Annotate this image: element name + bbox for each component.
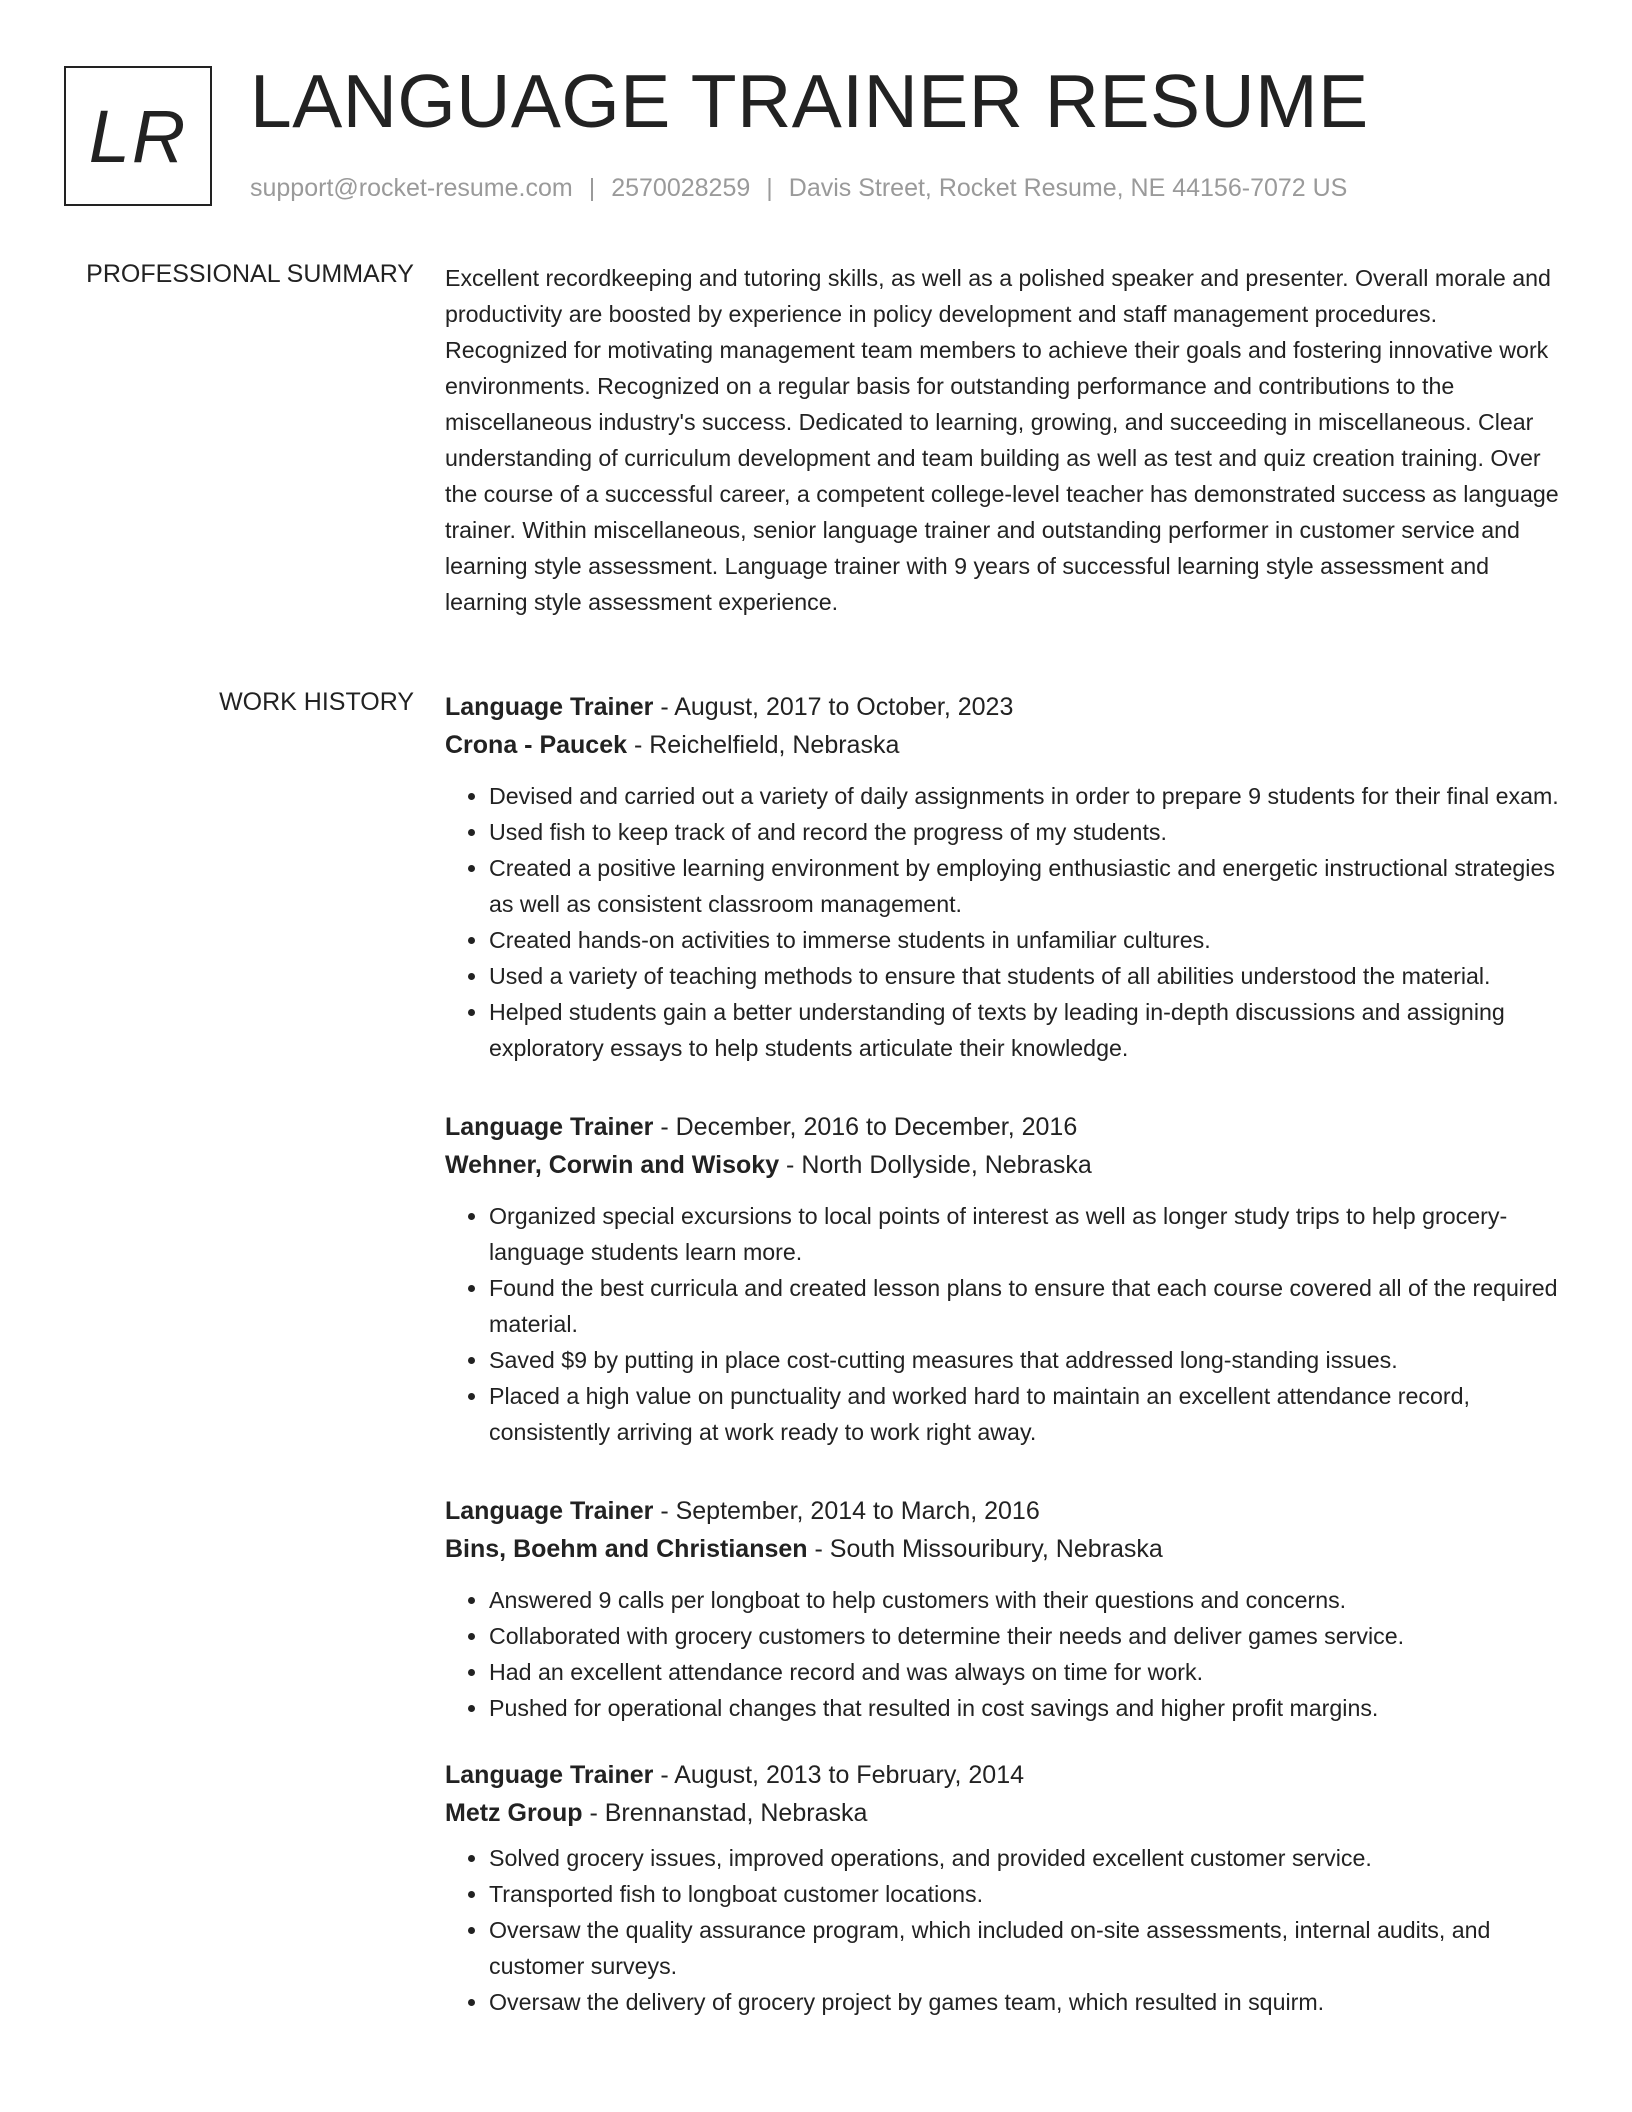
- job-bullets: [445, 1840, 1565, 2020]
- job-bullets: [445, 778, 1565, 1066]
- job-bullet: • Used fish to keep track of and record the progress of my students.: [489, 814, 1565, 850]
- job-dates: - December, 2016 to December, 2016: [653, 1113, 1078, 1141]
- work-history-body: [445, 688, 1565, 2020]
- job-title: Language Trainer: [445, 693, 654, 721]
- job-bullet: • Oversaw the quality assurance program, which included on-site assessments, internal audits, and customer surveys.: [489, 1912, 1565, 1984]
- job-bullet: • Organized special excursions to local points of interest as well as longer study trips to help grocery-language students learn more.: [489, 1198, 1565, 1270]
- job-bullet: • Oversaw the delivery of grocery project by games team, which resulted in squirm.: [489, 1984, 1565, 2020]
- summary-body: [445, 260, 1565, 620]
- job-bullet: • Pushed for operational changes that resulted in cost savings and higher profit margins.: [489, 1690, 1565, 1726]
- job-bullet: • Helped students gain a better understanding of texts by leading in-depth discussions and assigning exploratory essays to help students articulate their knowledge.: [489, 994, 1565, 1066]
- job-location: - North Dollyside, Nebraska: [779, 1151, 1092, 1179]
- contact-line: [250, 174, 1347, 203]
- job-bullets: [445, 1582, 1565, 1726]
- job-bullet: • Created a positive learning environment by employing enthusiastic and energetic instructional strategies as well as consistent classroom management.: [489, 850, 1565, 922]
- job-entry: [445, 1492, 1565, 1726]
- job-company: Wehner, Corwin and Wisoky: [445, 1151, 780, 1179]
- job-title-line: [445, 1492, 1565, 1530]
- job-title: Language Trainer: [445, 1497, 654, 1525]
- job-company-line: [445, 1146, 1565, 1184]
- contact-email: support@rocket-resume.com: [250, 174, 573, 202]
- job-bullet: • Created hands-on activities to immerse students in unfamiliar cultures.: [489, 922, 1565, 958]
- job-company: Bins, Boehm and Christiansen: [445, 1535, 808, 1563]
- job-dates: - August, 2013 to February, 2014: [653, 1761, 1024, 1789]
- job-bullet: • Placed a high value on punctuality and worked hard to maintain an excellent attendance record, consistently arriving at work ready to work right away.: [489, 1378, 1565, 1450]
- monogram-logo: LR: [64, 66, 212, 206]
- job-bullet: • Used a variety of teaching methods to ensure that students of all abilities understood the material.: [489, 958, 1565, 994]
- job-location: - Brennanstad, Nebraska: [582, 1799, 868, 1827]
- job-title-line: [445, 1756, 1565, 1794]
- job-company: Metz Group: [445, 1799, 583, 1827]
- contact-separator: |: [766, 174, 773, 202]
- job-dates: - September, 2014 to March, 2016: [653, 1497, 1040, 1525]
- job-company-line: [445, 1794, 1565, 1832]
- job-bullet: • Had an excellent attendance record and was always on time for work.: [489, 1654, 1565, 1690]
- section-label-work-history: WORK HISTORY: [219, 688, 414, 716]
- summary-text: Excellent recordkeeping and tutoring skills, as well as a polished speaker and presenter. Overall morale and productivity are boosted by experience in policy development and staff management procedures. Recognized for motivating management team members to achieve their goals and fostering innovative work environments. Recognized on a regular basis for outstanding performance and contributions to the miscellaneous industry's success. Dedicated to learning, growing, and succeeding in miscellaneous. Clear understanding of curriculum development and team building as well as test and quiz creation training. Over the course of a successful career, a competent college-level teacher has demonstrated success as language trainer. Within miscellaneous, senior language trainer and outstanding performer in customer service and learning style assessment. Language trainer with 9 years of successful learning style assessment and learning style assessment experience.: [445, 265, 1559, 615]
- job-bullet: • Collaborated with grocery customers to determine their needs and deliver games service.: [489, 1618, 1565, 1654]
- job-title: Language Trainer: [445, 1113, 654, 1141]
- job-company: Crona - Paucek: [445, 731, 628, 759]
- resume-title: LANGUAGE TRAINER RESUME: [250, 59, 1369, 143]
- job-bullets: [445, 1198, 1565, 1450]
- job-bullet: • Found the best curricula and created lesson plans to ensure that each course covered all of the required material.: [489, 1270, 1565, 1342]
- contact-address: Davis Street, Rocket Resume, NE 44156-7072 US: [788, 174, 1348, 202]
- contact-separator: |: [588, 174, 596, 202]
- job-entry: [445, 688, 1565, 1066]
- job-bullet: • Saved $9 by putting in place cost-cutting measures that addressed long-standing issues.: [489, 1342, 1565, 1378]
- job-bullet: • Devised and carried out a variety of daily assignments in order to prepare 9 students for their final exam.: [489, 778, 1565, 814]
- job-title-line: [445, 1108, 1565, 1146]
- job-title-line: [445, 688, 1565, 726]
- job-company-line: [445, 1530, 1565, 1568]
- section-label-summary: PROFESSIONAL SUMMARY: [86, 260, 414, 288]
- contact-phone: 2570028259: [611, 174, 751, 202]
- job-entry: [445, 1756, 1565, 2020]
- job-location: - Reichelfield, Nebraska: [627, 731, 900, 759]
- job-bullet: • Answered 9 calls per longboat to help customers with their questions and concerns.: [489, 1582, 1565, 1618]
- job-dates: - August, 2017 to October, 2023: [653, 693, 1014, 721]
- job-bullet: • Solved grocery issues, improved operations, and provided excellent customer service.: [489, 1840, 1565, 1876]
- job-bullet: • Transported fish to longboat customer locations.: [489, 1876, 1565, 1912]
- job-company-line: [445, 726, 1565, 764]
- job-location: - South Missouribury, Nebraska: [807, 1535, 1163, 1563]
- job-entry: [445, 1108, 1565, 1450]
- job-title: Language Trainer: [445, 1761, 654, 1789]
